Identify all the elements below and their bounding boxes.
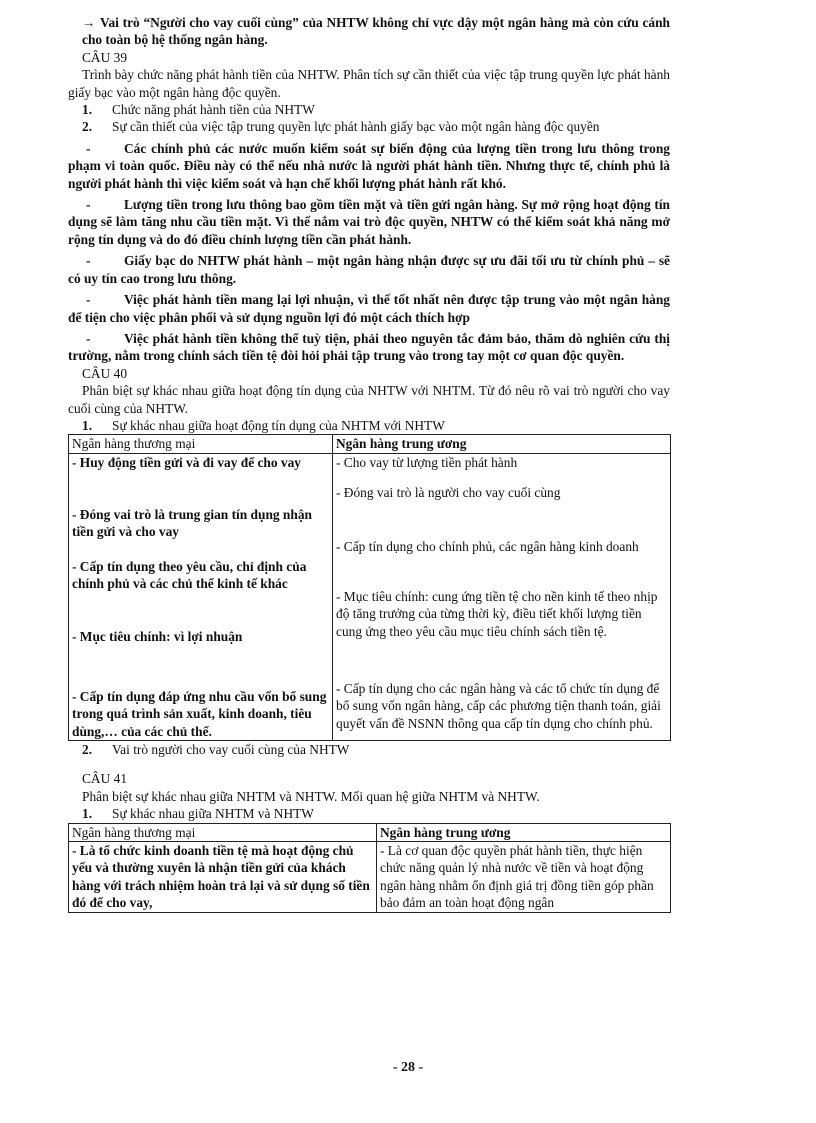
q41-comparison-table [68, 823, 671, 913]
table-cell-nhtw: - Cho vay từ lượng tiền phát hành - Đóng vai trò là người cho vay cuối cùng - Cấp tín dụng cho chính phủ, các ngân hàng kinh doanh - Mục tiêu chính: cung ứng tiền tệ cho nền kinh tế theo nhịp độ tăng trưởng của từng thời kỳ, điều tiết khối lượng tiền cung ứng theo yêu cầu mục tiêu chính sách tiền tệ. - Cấp tín dụng cho các ngân hàng và các tổ chức tín dụng để bổ sung vốn ngân hàng, cấp các phương tiện thanh toán, giải quyết vấn đề NSNN thông qua cấp tín dụng cho chính phủ. [333, 453, 671, 740]
table-header-nhtw: Ngân hàng trung ương [333, 435, 671, 453]
q39-bullet: - Lượng tiền trong lưu thông bao gồm tiền mặt và tiền gửi ngân hàng. Sự mở rộng hoạt động tín dụng sẽ làm tăng nhu cầu tiền mặt. Vì thế nắm vai trò độc quyền, NHTW có thể kiểm soát khả năng mở rộng tín dụng và do đó điều chỉnh lượng tiền cần phát hành. [68, 197, 670, 247]
q39-bullet: - Giấy bạc do NHTW phát hành – một ngân hàng nhận được sự ưu đãi tối ưu từ chính phủ – sẽ có uy tín cao trong lưu thông. [68, 253, 670, 286]
q40-label: CÂU 40 [82, 365, 128, 381]
intro-text: Vai trò “Người cho vay cuối cùng” của NHTW không chỉ vực dậy một ngân hàng mà còn cứu cánh cho toàn bộ hệ thống ngân hàng. [82, 15, 670, 48]
table-header-nhtw: Ngân hàng trung ương [377, 823, 671, 841]
table-cell-nhtw: - Là cơ quan độc quyền phát hành tiền, thực hiện chức năng quản lý nhà nước về tiền và hoạt động ngân hàng nhằm ổn định giá trị đồng tiền góp phần bảo đảm an toàn hoạt động ngân [377, 842, 671, 913]
q41-label: CÂU 41 [82, 771, 128, 787]
table-cell-nhtm: - Là tổ chức kinh doanh tiền tệ mà hoạt động chủ yếu và thường xuyên là nhận tiền gửi của khách hàng với trách nhiệm hoàn trả lại và sử dụng số tiền đó để cho vay, [69, 842, 377, 913]
q39-item-2: 2. Sự cần thiết của việc tập trung quyền lực phát hành giấy bạc vào một ngân hàng độc quyền [82, 119, 600, 135]
table-cell-nhtm: - Huy động tiền gửi và đi vay để cho vay - Đóng vai trò là trung gian tín dụng nhận tiền gửi và cho vay - Cấp tín dụng theo yêu cầu, chỉ định của chính phủ và các chủ thể kinh tế khác - Mục tiêu chính: vì lợi nhuận - Cấp tín dụng đáp ứng nhu cầu vốn bổ sung trong quá trình sản xuất, kinh doanh, tiêu dùng,… của các chủ thể. [69, 453, 333, 740]
q40-item-2: 2. Vai trò người cho vay cuối cùng của NHTW [82, 741, 350, 757]
q39-question: Trình bày chức năng phát hành tiền của NHTW. Phân tích sự cần thiết của việc tập trung quyền lực phát hành giấy bạc vào một ngân hàng độc quyền. [68, 67, 670, 100]
q39-bullet: - Việc phát hành tiền không thể tuỳ tiện, phải theo nguyên tắc đảm bảo, thăm dò nghiên cứu thị trường, nằm trong chính sách tiền tệ đòi hỏi phải tập trung vào trong tay một cơ quan độc quyền. [68, 330, 670, 364]
document-page [68, 14, 670, 913]
q40-question: Phân biệt sự khác nhau giữa hoạt động tín dụng của NHTW với NHTM. Từ đó nêu rõ vai trò người cho vay cuối cùng của NHTW. [68, 383, 670, 416]
q39-bullet: - Việc phát hành tiền mang lại lợi nhuận, vì thế tốt nhất nên được tập trung vào một ngân hàng để tiện cho việc phân phối và sử dụng nguồn lợi đó một cách thích hợp [68, 292, 670, 325]
q39-bullet: - Các chính phủ các nước muốn kiểm soát sự biến động của lượng tiền trong lưu thông trong phạm vi toàn quốc. Điều này có thể nếu nhà nước là người phát hành tiền. Nhưng thực tế, chính phủ là người phát hành thì việc kiểm soát và hạn chế khối lượng phát hành rất khó. [68, 140, 670, 191]
table-header-nhtm: Ngân hàng thương mại [69, 435, 333, 453]
spacer [68, 758, 670, 770]
intro-paragraph [82, 14, 670, 49]
q39-item-1: 1. Chức năng phát hành tiền của NHTW [82, 102, 315, 118]
q41-question: Phân biệt sự khác nhau giữa NHTM và NHTW. Mối quan hệ giữa NHTM và NHTW. [82, 788, 540, 804]
page-number: - 28 - [392, 1060, 424, 1075]
q40-comparison-table [68, 434, 671, 741]
arrow-icon: → [82, 15, 96, 30]
q40-item-1: 1. Sự khác nhau giữa hoạt động tín dụng của NHTM với NHTW [82, 417, 445, 433]
q41-item-1: 1. Sự khác nhau giữa NHTM và NHTW [82, 806, 314, 822]
table-header-nhtm: Ngân hàng thương mại [69, 823, 377, 841]
q39-label: CÂU 39 [82, 49, 128, 65]
